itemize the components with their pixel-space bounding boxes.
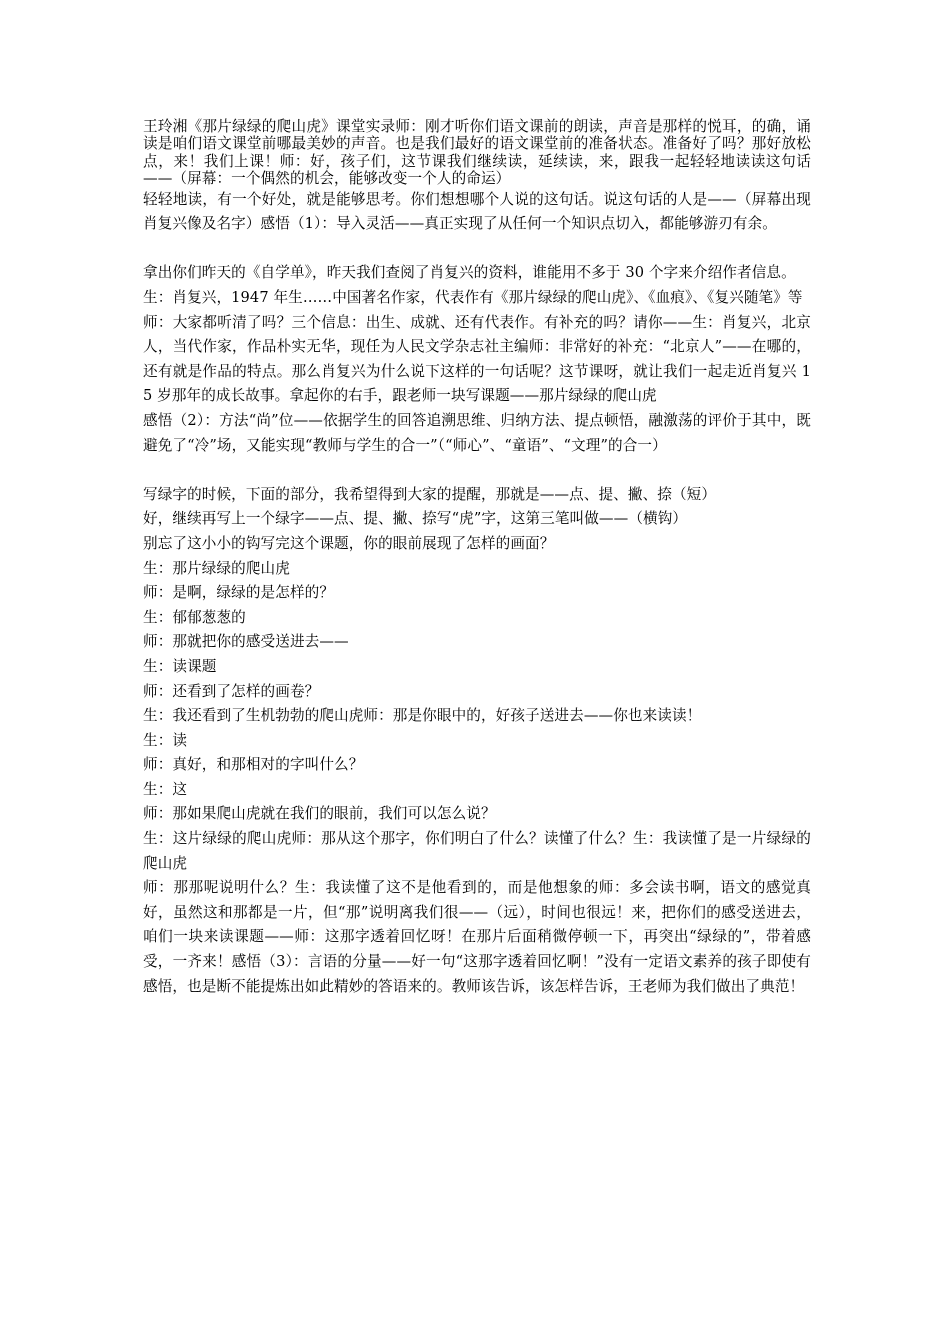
paragraph-gap bbox=[143, 237, 811, 262]
paragraph: 写绿字的时候，下面的部分，我希望得到大家的提醒，那就是——点、提、撇、捺（短） bbox=[143, 485, 717, 503]
paragraph: 轻轻地读，有一个好处，就是能够思考。你们想想哪个人说的这句话。说这句话的人是——（屏幕出现肖复兴像及名字）感悟（1）：导入灵活——真正实现了从任何一个知识点切入，都能够游刃有余。 bbox=[143, 190, 811, 233]
document-page bbox=[143, 118, 811, 999]
paragraph: 好，继续再写上一个绿字——点、提、撇、捺写“虎”字，这第三笔叫做——（横钩） bbox=[143, 510, 688, 528]
paragraph: 生：肖复兴，1947 年生……中国著名作家，代表作有《那片绿绿的爬山虎》、《血痕》、《复兴随笔》等 bbox=[143, 289, 803, 306]
paragraph: 生：这 bbox=[143, 780, 188, 798]
paragraph: 生：这片绿绿的爬山虎师：那从这个那字，你们明白了什么？读懂了什么？生：我读懂了是一片绿绿的爬山虎 bbox=[143, 830, 811, 872]
paragraph: 别忘了这小小的钩写完这个课题，你的眼前展现了怎样的画面？ bbox=[143, 534, 555, 552]
paragraph: 生：读 bbox=[143, 731, 188, 749]
paragraph: 师：大家都听清了吗？三个信息：出生、成就、还有代表作。有补充的吗？请你——生：肖复兴，北京人，当代作家，作品朴实无华，现任为人民文学杂志社主编师：非常好的补充：“北京人”——在哪的，还有就是作品的特点。那么肖复兴为什么说下这样的一句话呢？这节课呀，就让我们一起走近肖复兴 15 岁那年的成长故事。拿起你的右手，跟老师一块写课题——那片绿绿的爬山虎 bbox=[143, 313, 811, 405]
paragraph: 生：郁郁葱葱的 bbox=[143, 608, 246, 626]
paragraph: 师：那如果爬山虎就在我们的眼前，我们可以怎么说？ bbox=[143, 805, 496, 823]
paragraph-gap bbox=[143, 458, 811, 483]
paragraph: 师：那就把你的感受送进去—— bbox=[143, 633, 349, 651]
paragraph: 师：还看到了怎样的画卷？ bbox=[143, 682, 320, 700]
paragraph: 师：那那呢说明什么？生：我读懂了这不是他看到的，而是他想象的师：多会读书啊，语文的感觉真好，虽然这和那都是一片，但“那”说明离我们很——（远），时间也很远！来，把你们的感受送进去，咱们一块来读课题——师：这那字透着回忆呀！在那片后面稍微停顿一下，再突出“绿绿的”，带着感受，一齐来！感悟（3）：言语的分量——好一句“这那字透着回忆啊！”没有一定语文素养的孩子即使有感悟，也是断不能提炼出如此精妙的答语来的。教师该告诉，该怎样告诉，王老师为我们做出了典范！ bbox=[143, 879, 811, 995]
paragraph: 生：读课题 bbox=[143, 657, 217, 675]
paragraph: 拿出你们昨天的《自学单》，昨天我们查阅了肖复兴的资料，谁能用不多于 30 个字来介绍作者信息。 bbox=[143, 264, 796, 282]
paragraph: 生：我还看到了生机勃勃的爬山虎师：那是你眼中的，好孩子送进去——你也来读读！ bbox=[143, 707, 702, 725]
paragraph: 师：真好，和那相对的字叫什么？ bbox=[143, 756, 364, 774]
paragraph: 生：那片绿绿的爬山虎 bbox=[143, 559, 290, 577]
paragraph: 感悟（2）：方法“尚”位——依据学生的回答追溯思维、归纳方法、提点顿悟，融激荡的评价于其中，既避免了“冷”场，又能实现“教师与学生的合一”（“师心”、“童语”、“文理”的合一） bbox=[143, 411, 811, 454]
paragraph: 师：是啊，绿绿的是怎样的？ bbox=[143, 584, 335, 602]
paragraph-intro: 王玲湘《那片绿绿的爬山虎》课堂实录师：刚才听你们语文课前的朗读，声音是那样的悦耳，的确，诵读是咱们语文课堂前哪最美妙的声音。也是我们最好的语文课堂前的准备状态。准备好了吗？那好放松点，来！我们上课！师：好，孩子们，这节课我们继续读，延续读，来，跟我一起轻轻地读读这句话——（屏幕：一个偶然的机会，能够改变一个人的命运） bbox=[143, 118, 811, 188]
